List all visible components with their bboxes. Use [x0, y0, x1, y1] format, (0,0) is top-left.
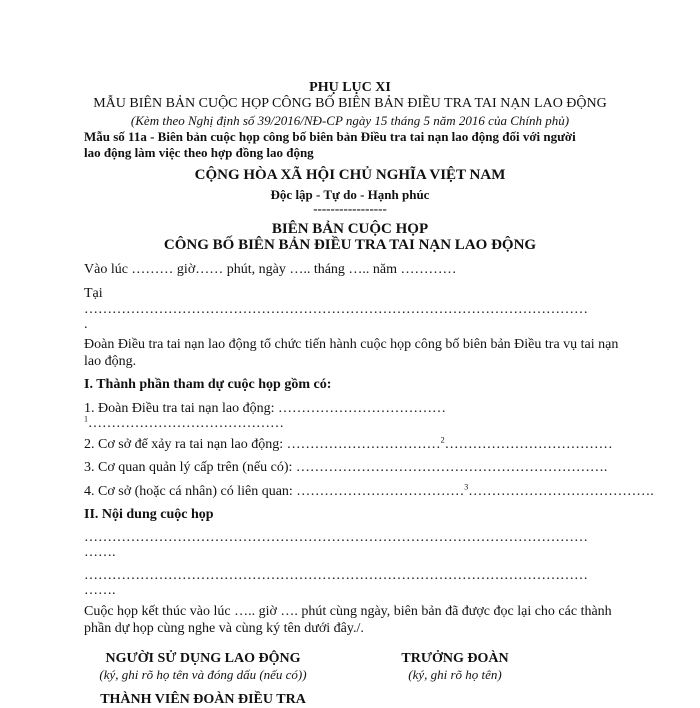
team-member-signature-title: THÀNH VIÊN ĐOÀN ĐIỀU TRA [100, 692, 306, 707]
employer-signature-note: (ký, ghi rõ họ tên và đóng dấu (nếu có)) [99, 667, 307, 682]
content-dots-line2: ……. [84, 545, 116, 560]
team-leader-signature-title: TRƯỞNG ĐOÀN [401, 651, 509, 666]
national-motto: Độc lập - Tự do - Hạnh phúc [270, 187, 430, 202]
meeting-time-line: Vào lúc ……… giờ…… phút, ngày ….. tháng ….. năm ………… [84, 262, 457, 277]
attendee-item-1-continuation: $^1$…………………………………… [84, 414, 284, 431]
intro-line1: Đoàn Điều tra tai nạn lao động tổ chức tiến hành cuộc họp công bố biên bản Điều tra vụ tai nạn [84, 337, 619, 352]
content-dots-line3: ……………………………………………………………………………………………… [84, 568, 588, 583]
form-description-line1: Mẫu số 11a - Biên bản cuộc họp công bố biên bản Điều tra tai nạn lao động đối với người [84, 129, 576, 144]
meeting-place-label: Tại [84, 286, 103, 301]
content-dots-line1: ……………………………………………………………………………………………… [84, 530, 588, 545]
closing-line1: Cuộc họp kết thúc vào lúc ….. giờ …. phút cùng ngày, biên bản đã được đọc lại cho các thành [84, 604, 612, 619]
team-leader-signature-note: (ký, ghi rõ họ tên) [408, 667, 502, 682]
country-name: CỘNG HÒA XÃ HỘI CHỦ NGHĨA VIỆT NAM [194, 167, 506, 183]
attendee-item-3: 3. Cơ quan quản lý cấp trên (nếu có): …………………………………………………………. [84, 460, 608, 475]
document-title-line2: CÔNG BỐ BIÊN BẢN ĐIỀU TRA TAI NẠN LAO ĐỘNG [163, 237, 537, 253]
decree-reference: (Kèm theo Nghị định số 39/2016/NĐ-CP ngày 15 tháng 5 năm 2016 của Chính phủ) [130, 113, 570, 128]
meeting-place-dots: ……………………………………………………………………………………………… [84, 302, 588, 317]
attendee-item-4: 4. Cơ sở (hoặc cá nhân) có liên quan: ………………………………$^3$…………………………………. [84, 482, 654, 499]
intro-line2: lao động. [84, 354, 137, 369]
content-dots-line4: ……. [84, 583, 116, 598]
section1-heading: I. Thành phần tham dự cuộc họp gồm có: [84, 377, 332, 392]
employer-signature-title: NGƯỜI SỬ DỤNG LAO ĐỘNG [105, 651, 301, 666]
appendix-title: PHỤ LỤC XI [309, 80, 391, 95]
header-divider: ----------------- [313, 201, 387, 216]
section2-heading: II. Nội dung cuộc họp [84, 507, 214, 522]
closing-line2: phần dự họp cùng nghe và cùng ký tên dưới đây./. [84, 621, 364, 636]
attendee-item-1: 1. Đoàn Điều tra tai nạn lao động: ……………………………… [84, 401, 447, 416]
document-title-line1: BIÊN BẢN CUỘC HỌP [271, 221, 429, 237]
appendix-subtitle: MẪU BIÊN BẢN CUỘC HỌP CÔNG BỐ BIÊN BẢN ĐIỀU TRA TAI NẠN LAO ĐỘNG [93, 96, 607, 111]
form-description-line2: lao động làm việc theo hợp đồng lao động [84, 145, 314, 160]
meeting-place-end: . [84, 317, 88, 332]
attendee-item-2: 2. Cơ sở để xảy ra tai nạn lao động: ……………………………$^2$……………………………… [84, 435, 613, 452]
